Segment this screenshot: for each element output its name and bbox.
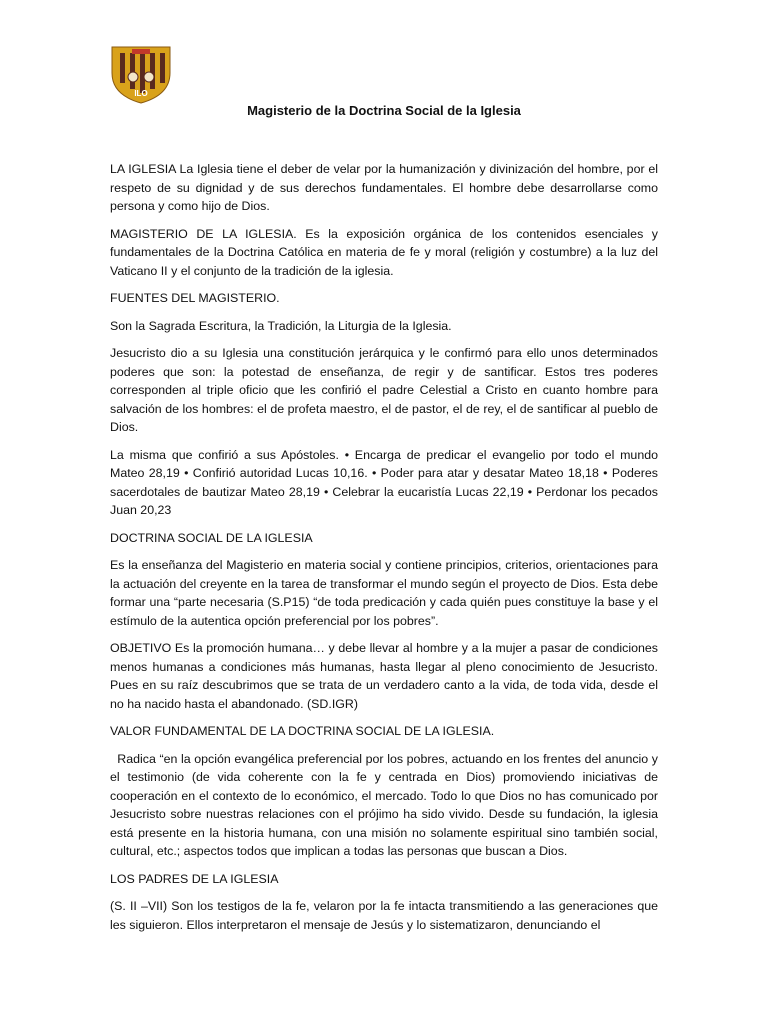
paragraph-objetivo: OBJETIVO Es la promoción humana… y debe llevar al hombre y a la mujer a pasar de condiciones menos humanas a condiciones más humanas, hasta llegar al pleno conocimiento de Jesucristo. Pues en su raíz descubrimos que se trata de un verdadero canto a la vida, de toda vida, desde el no ha nacido hasta el abandonado. (SD.IGR) [110,641,658,711]
paragraph-apostoles: La misma que confirió a sus Apóstoles. • Encarga de predicar el evangelio por todo el mundo Mateo 28,19 • Confirió autoridad Lucas 10,16. • Poder para atar y desatar Mateo 18,18 • Poderes sacerdotales de bautizar Mateo 28,19 • Celebrar la eucaristía Lucas 22,19 • Perdonar los pecados Juan 20,23 [110,447,658,517]
paragraph-la-iglesia: LA IGLESIA La Iglesia tiene el deber de velar por la humanización y divinización del hombre, por el respeto de su dignidad y de sus derechos fundamentales. El hombre debe desarrollarse como persona y como hijo de Dios. [110,162,658,213]
heading-padres: LOS PADRES DE LA IGLESIA [110,871,279,886]
paragraph-padres: (S. II –VII) Son los testigos de la fe, velaron por la fe intacta transmitiendo a las generaciones que les siguieron. Ellos interpretaron el mensaje de Jesús y lo sistematizaron, denunciando el [110,899,658,932]
document-body [110,160,662,943]
paragraph-fuentes: Son la Sagrada Escritura, la Tradición, la Liturgia de la Iglesia. [110,318,452,333]
heading-fuentes: FUENTES DEL MAGISTERIO. [110,291,280,305]
paragraph-ensenanza: Es la enseñanza del Magisterio en materia social y contiene principios, criterios, orientaciones para la actuación del creyente en la tarea de transformar el mundo según el proyecto de Dios. Esta debe formar una “parte necesaria (S.P15) “de toda predicación y cada quién pues constituye la base y el estímulo de la autentica opción preferencial por los pobres”. [110,558,658,628]
paragraph-radica: Radica “en la opción evangélica preferencial por los pobres, actuando en los frentes del anuncio y el testimonio (de vida coherente con la fe y centrada en Dios) promoviendo iniciativas de cooperación en el contexto de lo económico, el mercado. Todo lo que Dios no has comunicado por Jesucristo sobre nuestras relaciones con el prójimo ha sido vivido. Desde su fundación, la iglesia está presente en la historia humana, con una misión no solamente espiritual sino también social, cultural, etc.; aspectos todos que implican a todas las personas que buscan a Dios. [110,751,662,858]
logo-text: ILO [134,89,148,98]
heading-valor-fundamental: VALOR FUNDAMENTAL DE LA DOCTRINA SOCIAL DE LA IGLESIA. [110,724,495,738]
paragraph-jesucristo: Jesucristo dio a su Iglesia una constitución jerárquica y le confirmó para ello unos determinados poderes que son: la potestad de enseñanza, de regir y de santificar. Estos tres poderes corresponden al triple oficio que les confirió el padre Celestial a Cristo en cuanto hombre para salvación de los hombres: el de profeta maestro, el de pastor, el de rey, el de santificar al pueblo de Dios. [110,346,658,434]
document-title: Magisterio de la Doctrina Social de la Iglesia [247,103,521,118]
school-crest-logo [106,43,176,105]
paragraph-magisterio: MAGISTERIO DE LA IGLESIA. Es la exposición orgánica de los contenidos esenciales y fundamentales de la Doctrina Católica en materia de fe y moral (religión y costumbre) a la luz del Vaticano II y el conjunto de la tradición de la iglesia. [110,226,658,278]
heading-doctrina-social: DOCTRINA SOCIAL DE LA IGLESIA [110,530,313,545]
